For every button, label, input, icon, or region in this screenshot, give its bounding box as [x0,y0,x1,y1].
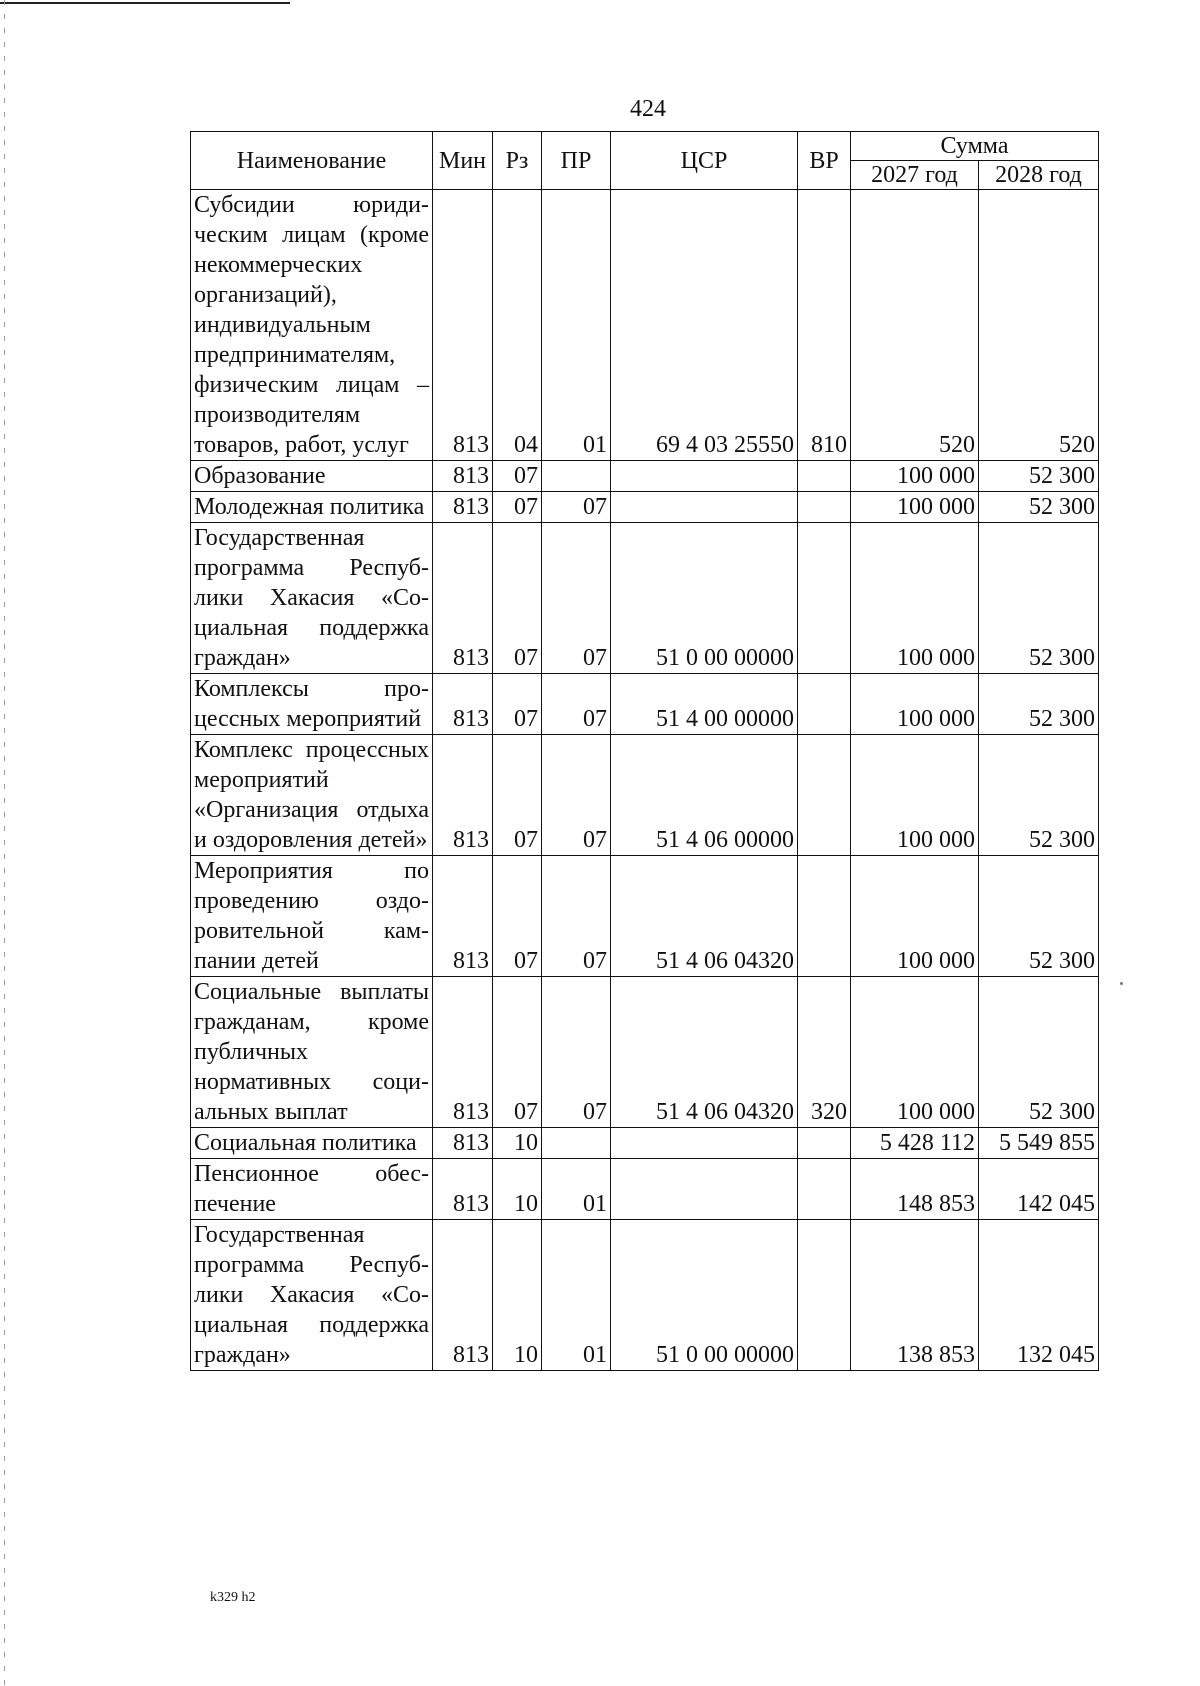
cell-sum-2027: 100 000 [851,523,979,674]
cell-pr: 01 [542,1159,611,1220]
cell-vr: 320 [798,977,851,1128]
header-min: Мин [433,132,493,190]
cell-csr: 51 4 06 04320 [611,856,798,977]
cell-sum-2028: 52 300 [979,674,1099,735]
table-row [191,492,1099,523]
cell-min: 813 [433,735,493,856]
cell-sum-2027: 520 [851,190,979,461]
table-row [191,1159,1099,1220]
cell-rz: 07 [493,674,542,735]
cell-min: 813 [433,674,493,735]
cell-name: Комплекс процессных мероприятий «Организация отдыха и оздоровления детей» [191,735,433,856]
cell-min: 813 [433,977,493,1128]
cell-pr [542,1128,611,1159]
cell-rz: 04 [493,190,542,461]
cell-sum-2028: 52 300 [979,492,1099,523]
cell-vr [798,674,851,735]
cell-vr [798,856,851,977]
cell-pr: 07 [542,977,611,1128]
cell-pr: 07 [542,492,611,523]
table-row [191,190,1099,461]
cell-vr: 810 [798,190,851,461]
cell-sum-2027: 148 853 [851,1159,979,1220]
header-year-2028: 2028 год [979,161,1099,190]
cell-min: 813 [433,1159,493,1220]
cell-pr: 01 [542,1220,611,1371]
header-pr: ПР [542,132,611,190]
cell-csr: 51 4 06 04320 [611,977,798,1128]
header-vr: ВР [798,132,851,190]
budget-table [190,131,1099,1371]
cell-sum-2028: 142 045 [979,1159,1099,1220]
cell-csr: 51 0 00 00000 [611,1220,798,1371]
cell-sum-2027: 100 000 [851,461,979,492]
cell-name: Пенсионное обеспечение [191,1159,433,1220]
cell-pr [542,461,611,492]
cell-rz: 07 [493,492,542,523]
cell-sum-2028: 52 300 [979,735,1099,856]
cell-csr [611,461,798,492]
cell-rz: 07 [493,977,542,1128]
page-number: 424 [630,96,666,122]
cell-name: Комплексы процессных мероприятий [191,674,433,735]
table-row [191,461,1099,492]
cell-pr: 07 [542,735,611,856]
cell-name: Мероприятия по проведению оздоровительной кампании детей [191,856,433,977]
cell-sum-2027: 100 000 [851,492,979,523]
cell-sum-2028: 52 300 [979,461,1099,492]
cell-vr [798,1220,851,1371]
cell-name: Государственная программа Республики Хакасия «Социальная поддержка граждан» [191,523,433,674]
header-csr: ЦСР [611,132,798,190]
cell-name: Образование [191,461,433,492]
header-sum: Сумма [851,132,1099,161]
cell-sum-2028: 52 300 [979,523,1099,674]
scan-artifact-top-line [0,2,290,4]
cell-sum-2028: 52 300 [979,977,1099,1128]
table-row [191,523,1099,674]
cell-sum-2027: 5 428 112 [851,1128,979,1159]
cell-rz: 10 [493,1128,542,1159]
cell-min: 813 [433,461,493,492]
cell-vr [798,1159,851,1220]
cell-pr: 07 [542,523,611,674]
cell-rz: 07 [493,735,542,856]
table-body [191,190,1099,1371]
cell-min: 813 [433,523,493,674]
cell-min: 813 [433,856,493,977]
cell-rz: 07 [493,856,542,977]
cell-sum-2027: 138 853 [851,1220,979,1371]
cell-csr [611,1128,798,1159]
scan-artifact-left-edge [4,0,5,1686]
footer-code: k329 h2 [210,1590,256,1605]
cell-vr [798,461,851,492]
cell-rz: 10 [493,1220,542,1371]
table-row [191,1128,1099,1159]
cell-sum-2028: 5 549 855 [979,1128,1099,1159]
cell-rz: 10 [493,1159,542,1220]
cell-rz: 07 [493,461,542,492]
cell-min: 813 [433,1220,493,1371]
cell-csr: 51 4 00 00000 [611,674,798,735]
cell-min: 813 [433,1128,493,1159]
cell-sum-2028: 132 045 [979,1220,1099,1371]
cell-name: Социальные выплаты гражданам, кроме публичных нормативных социальных выплат [191,977,433,1128]
cell-pr: 07 [542,856,611,977]
cell-csr: 51 4 06 00000 [611,735,798,856]
header-year-2027: 2027 год [851,161,979,190]
cell-vr [798,735,851,856]
table-row [191,735,1099,856]
table-row [191,1220,1099,1371]
cell-min: 813 [433,190,493,461]
cell-sum-2027: 100 000 [851,674,979,735]
cell-name: Государственная программа Республики Хакасия «Социальная поддержка граждан» [191,1220,433,1371]
table-row [191,856,1099,977]
table-row [191,674,1099,735]
cell-pr: 07 [542,674,611,735]
cell-vr [798,492,851,523]
cell-rz: 07 [493,523,542,674]
cell-name: Субсидии юридическим лицам (кроме некоммерческих организаций), индивидуальным предпринимателям, физическим лицам – производителям товаров, работ, услуг [191,190,433,461]
header-name: Наименование [191,132,433,190]
cell-sum-2027: 100 000 [851,856,979,977]
cell-name: Молодежная политика [191,492,433,523]
cell-csr: 51 0 00 00000 [611,523,798,674]
cell-min: 813 [433,492,493,523]
cell-sum-2028: 520 [979,190,1099,461]
cell-csr [611,1159,798,1220]
table-header [191,132,1099,190]
cell-name: Социальная политика [191,1128,433,1159]
cell-csr: 69 4 03 25550 [611,190,798,461]
header-rz: Рз [493,132,542,190]
cell-sum-2027: 100 000 [851,735,979,856]
table-row [191,977,1099,1128]
cell-vr [798,523,851,674]
cell-csr [611,492,798,523]
cell-sum-2027: 100 000 [851,977,979,1128]
scan-artifact-dot [1120,982,1123,985]
cell-pr: 01 [542,190,611,461]
cell-vr [798,1128,851,1159]
cell-sum-2028: 52 300 [979,856,1099,977]
